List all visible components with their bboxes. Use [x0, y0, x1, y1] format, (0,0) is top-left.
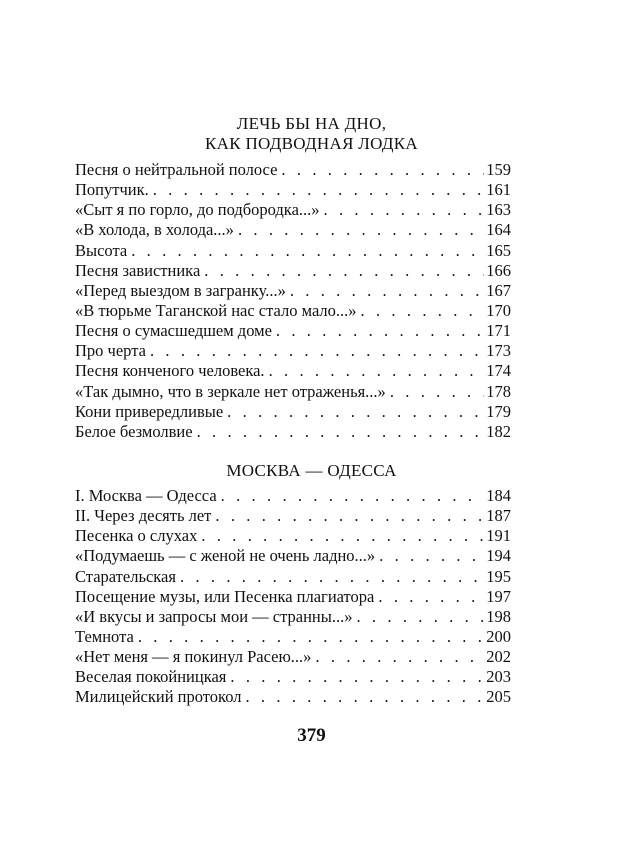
toc-entry	[75, 301, 511, 321]
toc-entry	[75, 607, 511, 627]
toc-entry-page: 178	[486, 381, 511, 401]
toc-entry-title: Песня о сумасшедшем доме	[75, 321, 272, 341]
toc-entry-title: Высота	[75, 240, 128, 260]
dot-leader	[153, 180, 485, 200]
toc-entry-title: Посещение музы, или Песенка плагиатора	[75, 586, 375, 606]
dot-leader	[227, 402, 484, 422]
toc-entry	[75, 180, 511, 200]
toc-entry-page: 170	[486, 300, 511, 320]
dot-leader	[281, 160, 484, 180]
toc-entry	[75, 667, 511, 687]
toc-entry-title: Про черта	[75, 341, 146, 361]
toc-entry-title: «Нет меня — я покинул Расею...»	[75, 647, 312, 667]
dot-leader	[215, 506, 484, 526]
toc-entry-title: «Подумаешь — с женой не очень ладно...»	[75, 546, 376, 566]
toc-entry-title: «В холода, в холода...»	[75, 220, 234, 240]
toc-entry-page: 202	[486, 647, 511, 667]
page-number: 379	[297, 725, 326, 746]
dot-leader	[276, 321, 484, 341]
toc-entry-page: 182	[486, 421, 511, 441]
toc-entry-page: 174	[486, 361, 511, 381]
toc-entry	[75, 627, 511, 647]
toc-list-section-2	[75, 486, 511, 708]
toc-entry-title: «Перед выездом в загранку...»	[75, 280, 286, 300]
dot-leader	[356, 607, 484, 627]
toc-entry-title: «Так дымно, что в зеркале нет отраженья...»	[75, 381, 386, 401]
toc-entry-page: 179	[486, 401, 511, 421]
dot-leader	[150, 341, 484, 361]
toc-entry	[75, 402, 511, 422]
toc-entry-page: 195	[486, 566, 511, 586]
toc-entry-title: «В тюрьме Таганской нас стало мало...»	[75, 300, 357, 320]
toc-entry	[75, 567, 511, 587]
dot-leader	[201, 526, 484, 546]
toc-entry-page: 173	[486, 341, 511, 361]
toc-entry-page: 203	[486, 667, 511, 687]
toc-entry-page: 198	[486, 606, 511, 626]
toc-entry-page: 171	[486, 321, 511, 341]
dot-leader	[378, 587, 484, 607]
section-title-1-line-2: КАК ПОДВОДНАЯ ЛОДКА	[205, 134, 418, 153]
dot-leader	[379, 546, 484, 566]
toc-entry-page: 197	[486, 586, 511, 606]
dot-leader	[221, 486, 485, 506]
toc-entry-page: 163	[486, 200, 511, 220]
toc-entry-title: II. Через десять лет	[75, 506, 212, 526]
toc-entry	[75, 546, 511, 566]
dot-leader	[269, 361, 485, 381]
toc-entry-page: 167	[486, 280, 511, 300]
toc-entry	[75, 486, 511, 506]
dot-leader	[361, 301, 485, 321]
dot-leader	[238, 220, 484, 240]
section-title-2: МОСКВА — ОДЕССА	[226, 461, 397, 480]
toc-entry	[75, 321, 511, 341]
dot-leader	[180, 567, 484, 587]
toc-entry	[75, 281, 511, 301]
toc-entry	[75, 382, 511, 402]
toc-entry	[75, 241, 511, 261]
toc-entry	[75, 422, 511, 442]
toc-entry	[75, 526, 511, 546]
toc-entry-title: Веселая покойницкая	[75, 667, 227, 687]
toc-entry	[75, 361, 511, 381]
toc-entry-page: 200	[486, 626, 511, 646]
toc-entry-page: 165	[486, 240, 511, 260]
toc-entry	[75, 200, 511, 220]
section-title-1-line-1: ЛЕЧЬ БЫ НА ДНО,	[236, 114, 387, 133]
toc-entry	[75, 587, 511, 607]
toc-entry-title: Кони привередливые	[75, 401, 224, 421]
toc-entry-title: Белое безмолвие	[75, 421, 193, 441]
dot-leader	[138, 627, 484, 647]
toc-entry-page: 164	[486, 220, 511, 240]
dot-leader	[245, 687, 484, 707]
toc-entry-title: Темнота	[75, 626, 134, 646]
dot-leader	[390, 382, 484, 402]
toc-entry-page: 159	[486, 160, 511, 179]
toc-entry	[75, 647, 511, 667]
toc-entry-page: 191	[486, 526, 511, 546]
toc-entry-title: Старательская	[75, 566, 176, 586]
dot-leader	[290, 281, 484, 301]
toc-entry	[75, 506, 511, 526]
dot-leader	[197, 422, 485, 442]
dot-leader	[230, 667, 484, 687]
toc-list-section-1	[75, 160, 511, 442]
toc-entry-page: 184	[486, 486, 511, 505]
toc-entry-page: 187	[486, 506, 511, 526]
toc-entry	[75, 341, 511, 361]
toc-entry	[75, 220, 511, 240]
toc-entry-title: Песенка о слухах	[75, 526, 198, 546]
toc-entry-title: Песня завистника	[75, 260, 201, 280]
toc-entry-page: 166	[486, 260, 511, 280]
toc-entry-page: 194	[486, 546, 511, 566]
dot-leader	[204, 261, 484, 281]
toc-entry	[75, 160, 511, 180]
dot-leader	[131, 241, 484, 261]
toc-entry-page: 205	[486, 687, 511, 707]
toc-entry-title: Песня о нейтральной полосе	[75, 160, 278, 179]
toc-entry-page: 161	[486, 180, 511, 200]
toc-entry-title: «И вкусы и запросы мои — странны...»	[75, 606, 353, 626]
toc-entry-title: Попутчик.	[75, 180, 149, 200]
dot-leader	[315, 647, 484, 667]
toc-entry-title: «Сыт я по горло, до подбородка...»	[75, 200, 320, 220]
toc-entry	[75, 687, 511, 707]
dot-leader	[324, 200, 485, 220]
toc-entry	[75, 261, 511, 281]
toc-entry-title: I. Москва — Одесса	[75, 486, 217, 505]
toc-entry-title: Милицейский протокол	[75, 687, 242, 707]
toc-entry-title: Песня конченого человека.	[75, 361, 265, 381]
